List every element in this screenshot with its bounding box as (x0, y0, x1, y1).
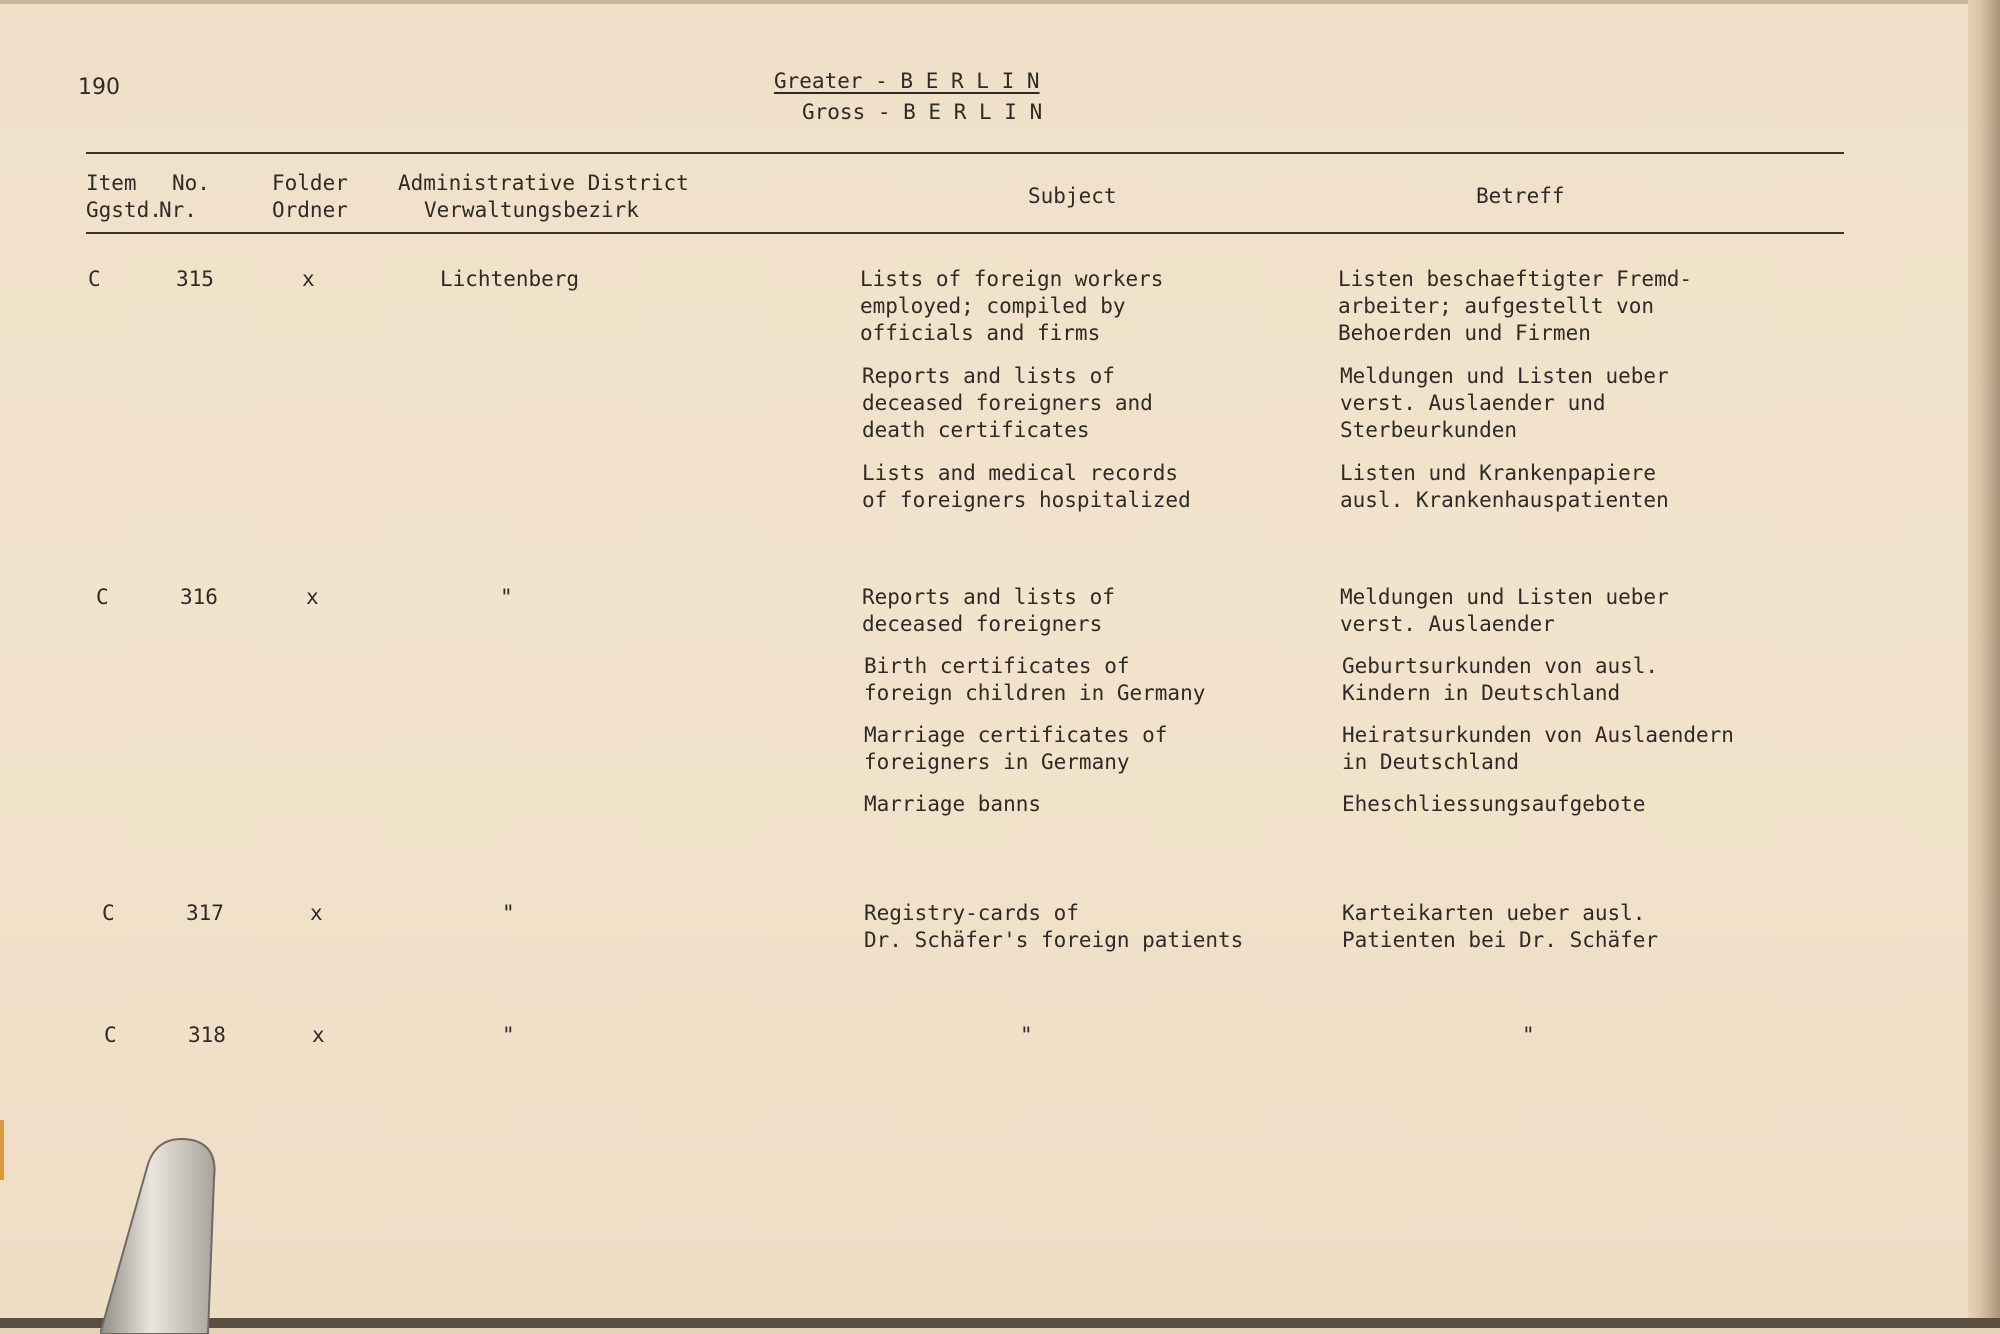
header-folder: Folder (272, 171, 348, 195)
entry-item: C (102, 901, 115, 925)
subject-english: Lists and medical records of foreigners hospitalized (862, 461, 1191, 512)
subject-english: Marriage banns (864, 792, 1042, 816)
subject-english: Marriage certificates of foreigners in Germany (864, 723, 1168, 774)
entry-item: C (96, 585, 109, 609)
subject-english-ditto: " (1020, 1023, 1033, 1047)
page-left-edge (0, 1120, 4, 1180)
entry-item: C (88, 267, 101, 291)
header-subject: Subject (1028, 184, 1117, 208)
header-no-de: Nr. (159, 198, 197, 222)
entry-folder: x (312, 1023, 325, 1047)
entry-district-ditto: " (502, 1023, 515, 1047)
entry-number: 317 (186, 901, 224, 925)
entry-folder: x (306, 585, 319, 609)
subject-german-ditto: " (1522, 1023, 1535, 1047)
header-betreff: Betreff (1476, 184, 1565, 208)
page-bottom-edge (0, 1318, 2000, 1328)
subject-german: Eheschliessungsaufgebote (1342, 792, 1646, 816)
title-english: Greater - B E R L I N (774, 69, 1040, 93)
subject-english: Registry-cards of Dr. Schäfer's foreign patients (864, 901, 1244, 952)
entry-number: 318 (188, 1023, 226, 1047)
subject-english: Reports and lists of deceased foreigners (862, 585, 1115, 636)
subject-english: Reports and lists of deceased foreigners and death certificates (862, 364, 1153, 442)
entry-folder: x (310, 901, 323, 925)
subject-german: Meldungen und Listen ueber verst. Auslaender und Sterbeurkunden (1340, 364, 1669, 442)
header-district-de: Verwaltungsbezirk (424, 198, 639, 222)
header-district: Administrative District (398, 171, 689, 195)
page-right-edge (1968, 0, 2000, 1328)
subject-german: Meldungen und Listen ueber verst. Auslaender (1340, 585, 1669, 636)
entry-number: 315 (176, 267, 214, 291)
page-top-edge (0, 0, 2000, 4)
header-item: Item (86, 171, 137, 195)
subject-german: Geburtsurkunden von ausl. Kindern in Deutschland (1342, 654, 1659, 705)
subject-german: Listen und Krankenpapiere ausl. Krankenhauspatienten (1340, 461, 1669, 512)
header-item-de: Ggstd. (86, 198, 162, 222)
page-holder-tab-icon (100, 1134, 220, 1334)
entry-district-ditto: " (500, 585, 513, 609)
subject-english: Lists of foreign workers employed; compiled by officials and firms (860, 267, 1164, 345)
header-top-rule (86, 152, 1844, 154)
entry-folder: x (302, 267, 315, 291)
entry-item: C (104, 1023, 117, 1047)
entry-district-ditto: " (502, 901, 515, 925)
header-bottom-rule (86, 232, 1844, 234)
subject-german: Heiratsurkunden von Auslaendern in Deutschland (1342, 723, 1734, 774)
subject-english: Birth certificates of foreign children in Germany (864, 654, 1206, 705)
entry-number: 316 (180, 585, 218, 609)
header-no: No. (172, 171, 210, 195)
page-number: 190 (78, 75, 120, 100)
title-german: Gross - B E R L I N (802, 100, 1043, 124)
subject-german: Karteikarten ueber ausl. Patienten bei Dr. Schäfer (1342, 901, 1659, 952)
entry-district: Lichtenberg (440, 267, 580, 291)
subject-german: Listen beschaeftigter Fremd- arbeiter; aufgestellt von Behoerden und Firmen (1338, 267, 1693, 345)
header-folder-de: Ordner (272, 198, 348, 222)
